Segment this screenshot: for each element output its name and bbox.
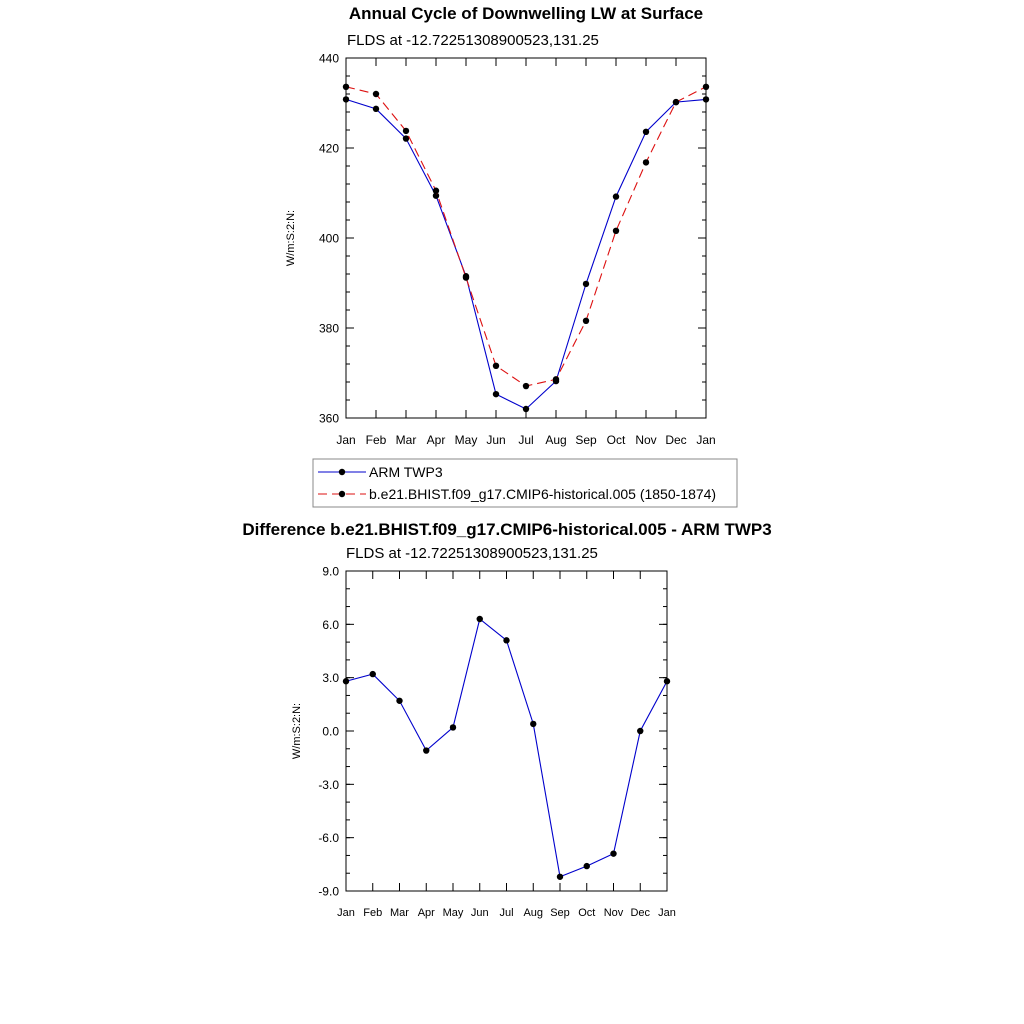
x-tick-label: Jun [486,433,506,447]
series-2-point [373,91,379,97]
series-1-point [343,678,349,684]
series-1-point [523,406,529,412]
y-tick-label: 420 [318,141,339,156]
y-tick-label: 400 [318,231,339,246]
plot-frame [346,58,706,418]
y-tick-label: 3.0 [322,671,339,686]
panel2-plot-area [318,565,676,920]
x-tick-label: Mar [395,433,417,447]
series-1-point [583,281,589,287]
panel2-title: Difference b.e21.BHIST.f09_g17.CMIP6-historical.005 - ARM TWP3 [242,520,772,539]
series-2-point [463,274,469,280]
series-2-point [523,383,529,389]
y-tick-label: -9.0 [318,884,339,899]
series-1-point [370,671,376,677]
y-tick-label: 380 [318,321,339,336]
series-2-point [343,84,349,90]
series-1-line [346,619,667,877]
series-1-line [346,99,706,409]
x-tick-label: May [454,433,478,447]
x-tick-label: Nov [603,907,624,919]
series-2-line [346,87,706,386]
series-1-point [373,106,379,112]
x-tick-label: Aug [545,433,567,447]
x-tick-label: Sep [550,907,570,919]
series-2-point [583,318,589,324]
series-2-point [553,376,559,382]
series-2-point [703,84,709,90]
panel1-title: Annual Cycle of Downwelling LW at Surface [348,4,704,23]
x-tick-label: Apr [426,433,446,447]
series-1-point [477,616,483,622]
series-1-point [343,96,349,102]
x-tick-label: Jul [518,433,534,447]
y-tick-label: 9.0 [322,564,339,579]
x-tick-label: Mar [390,907,409,919]
x-tick-label: Feb [365,433,387,447]
legend-label: b.e21.BHIST.f09_g17.CMIP6-historical.005 (1850-1874) [369,486,717,502]
x-tick-label: Jan [336,433,356,447]
series-2-point [493,363,499,369]
x-tick-label: Feb [363,907,383,919]
y-tick-label: 360 [318,411,339,426]
series-2-point [643,159,649,165]
legend-swatch-marker [339,491,345,497]
series-1-point [610,850,616,856]
legend-label: ARM TWP3 [369,464,443,480]
panel1-plot-area [319,52,716,448]
series-2-point [403,128,409,134]
series-1-point [503,637,509,643]
x-tick-label: Jun [470,907,489,919]
panel1-legend [313,459,737,507]
x-tick-label: Jan [337,907,355,919]
series-1-point [643,129,649,135]
legend-swatch-marker [339,469,345,475]
series-1-point [613,193,619,199]
y-tick-label: -6.0 [318,831,339,846]
x-tick-label: Jan [658,907,676,919]
series-1-point [493,391,499,397]
x-tick-label: May [442,907,464,919]
series-2-point [433,188,439,194]
panel2-y-axis-label: W/m:S:2:N: [291,702,303,760]
series-1-point [423,747,429,753]
y-tick-label: 440 [318,51,339,66]
series-1-point [637,728,643,734]
plot-frame [346,571,667,891]
x-tick-label: Apr [417,907,435,919]
series-2-point [673,99,679,105]
series-1-point [557,874,563,880]
y-tick-label: -3.0 [318,777,339,792]
panel2-subtitle: FLDS at -12.72251308900523,131.25 [346,545,598,562]
series-1-point [530,721,536,727]
x-tick-label: Aug [523,907,544,919]
x-tick-label: Nov [635,433,657,447]
x-tick-label: Dec [665,433,687,447]
x-tick-label: Jan [696,433,716,447]
y-tick-label: 0.0 [322,724,339,739]
series-1-point [584,863,590,869]
series-1-point [450,724,456,730]
x-tick-label: Sep [575,433,597,447]
series-1-point [664,678,670,684]
panel1-subtitle: FLDS at -12.72251308900523,131.25 [347,32,599,49]
x-tick-label: Jul [499,907,514,919]
x-tick-label: Dec [630,907,651,919]
series-1-point [703,96,709,102]
y-tick-label: 6.0 [322,617,339,632]
series-2-point [613,228,619,234]
x-tick-label: Oct [606,433,626,447]
series-1-point [396,698,402,704]
panel1-y-axis-label: W/m:S:2:N: [285,209,297,267]
x-tick-label: Oct [578,907,596,919]
